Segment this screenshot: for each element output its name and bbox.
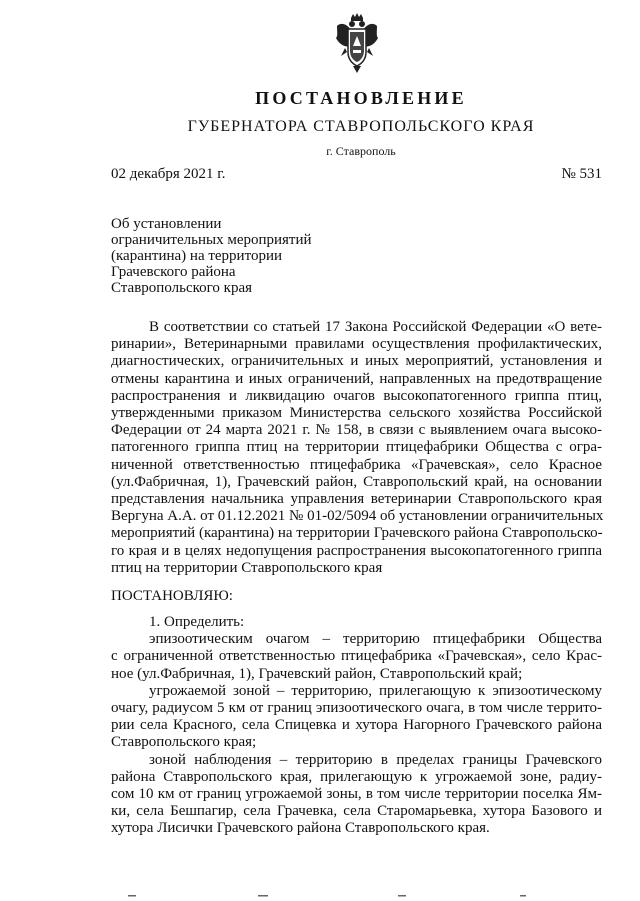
text-line: птиц на территории Ставропольского края: [111, 559, 383, 576]
document-subject: [111, 216, 312, 296]
text-line: рии села Красного, села Спицевка и хутора Нагорного Грачевского района: [111, 717, 602, 734]
text-line: Вергуна А.А. от 01.12.2021 № 01-02/5094 об установлении ограничительных: [111, 508, 604, 525]
text-line: ки, села Бешпагир, села Грачевка, села Старомарьевка, хутора Базового и: [111, 803, 602, 820]
document-date: 02 декабря 2021 г.: [111, 166, 226, 182]
text-line: утвержденными приказом Министерства сельского хозяйства Российской: [111, 405, 602, 422]
text-line: ниченной ответственностью птицефабрика «Грачевская», село Красное: [111, 456, 602, 473]
subject-line: Ставропольского края: [111, 280, 252, 296]
text-line: В соответствии со статьей 17 Закона Российской Федерации «О вете-: [149, 319, 602, 335]
subject-line: Об установлении: [111, 216, 222, 232]
text-line: (ул.Фабричная, 1), Грачевский район, Ставропольский край, на основании: [111, 473, 602, 490]
subject-line: (карантина) на территории: [111, 248, 282, 264]
text-line: Ставропольского края;: [111, 734, 257, 751]
document-issuer: ГУБЕРНАТОРА СТАВРОПОЛЬСКОГО КРАЯ: [187, 118, 535, 135]
text-line: сом 10 км от границ угрожаемой зоны, в том числе территории поселка Ям-: [111, 786, 602, 803]
decree-items: [111, 614, 602, 838]
text-line: угрожаемой зоной – территорию, прилегающую к эпизоотическому: [149, 682, 602, 699]
text-line: патогенного гриппа птиц на территории птицефабрики Общества с огра-: [111, 439, 602, 456]
decree-heading: ПОСТАНОВЛЯЮ:: [111, 588, 233, 604]
text-line: представления начальника управления ветеринарии Ставропольского края: [111, 491, 602, 508]
text-line: Федерации от 24 марта 2021 г. № 158, в связи с выявлением очага высоко-: [111, 422, 602, 439]
text-line: отмены карантина и иных ограничений, направленных на предотвращение: [111, 370, 602, 387]
text-line: хутора Лисички Грачевского района Ставропольского края.: [111, 820, 490, 837]
text-line: го края и в целях недопущения распространения высокопатогенного гриппа: [111, 542, 602, 559]
text-line: района Ставропольского края, прилегающую к угрожаемой зоне, радиу-: [111, 768, 602, 785]
document-title: ПОСТАНОВЛЕНИЕ: [255, 88, 467, 108]
text-line: ное (ул.Фабричная, 1), Грачевский район, Ставропольский край;: [111, 665, 523, 682]
text-line: с ограниченной ответственностью птицефабрика «Грачевская», село Крас-: [111, 648, 602, 665]
scan-artifact-marks: [0, 892, 640, 901]
subject-line: Грачевского района: [111, 264, 236, 280]
coat-of-arms-emblem: [333, 12, 381, 74]
text-line: диагностических, ограничительных и иных мероприятий, установления и: [111, 353, 602, 370]
document-city: г. Ставрополь: [326, 144, 396, 158]
text-line: очагу, радиусом 5 км от границ эпизоотического очага, в том числе террито-: [111, 700, 602, 717]
text-line: эпизоотическим очагом – территорию птицефабрики Общества: [149, 631, 602, 648]
text-line: зоной наблюдения – территорию в пределах границы Грачевского: [149, 751, 602, 768]
text-line: ринарии», Ветеринарными правилами осуществления профилактических,: [111, 336, 602, 353]
item-heading: 1. Определить:: [149, 614, 245, 630]
document-number: № 531: [561, 166, 602, 182]
text-line: мероприятий (карантина) на территории Грачевского района Ставропольско-: [111, 525, 603, 542]
subject-line: ограничительных мероприятий: [111, 232, 312, 248]
preamble-paragraph: [111, 319, 602, 577]
text-line: распространения и ликвидацию очагов высокопатогенного гриппа птиц,: [111, 387, 602, 404]
